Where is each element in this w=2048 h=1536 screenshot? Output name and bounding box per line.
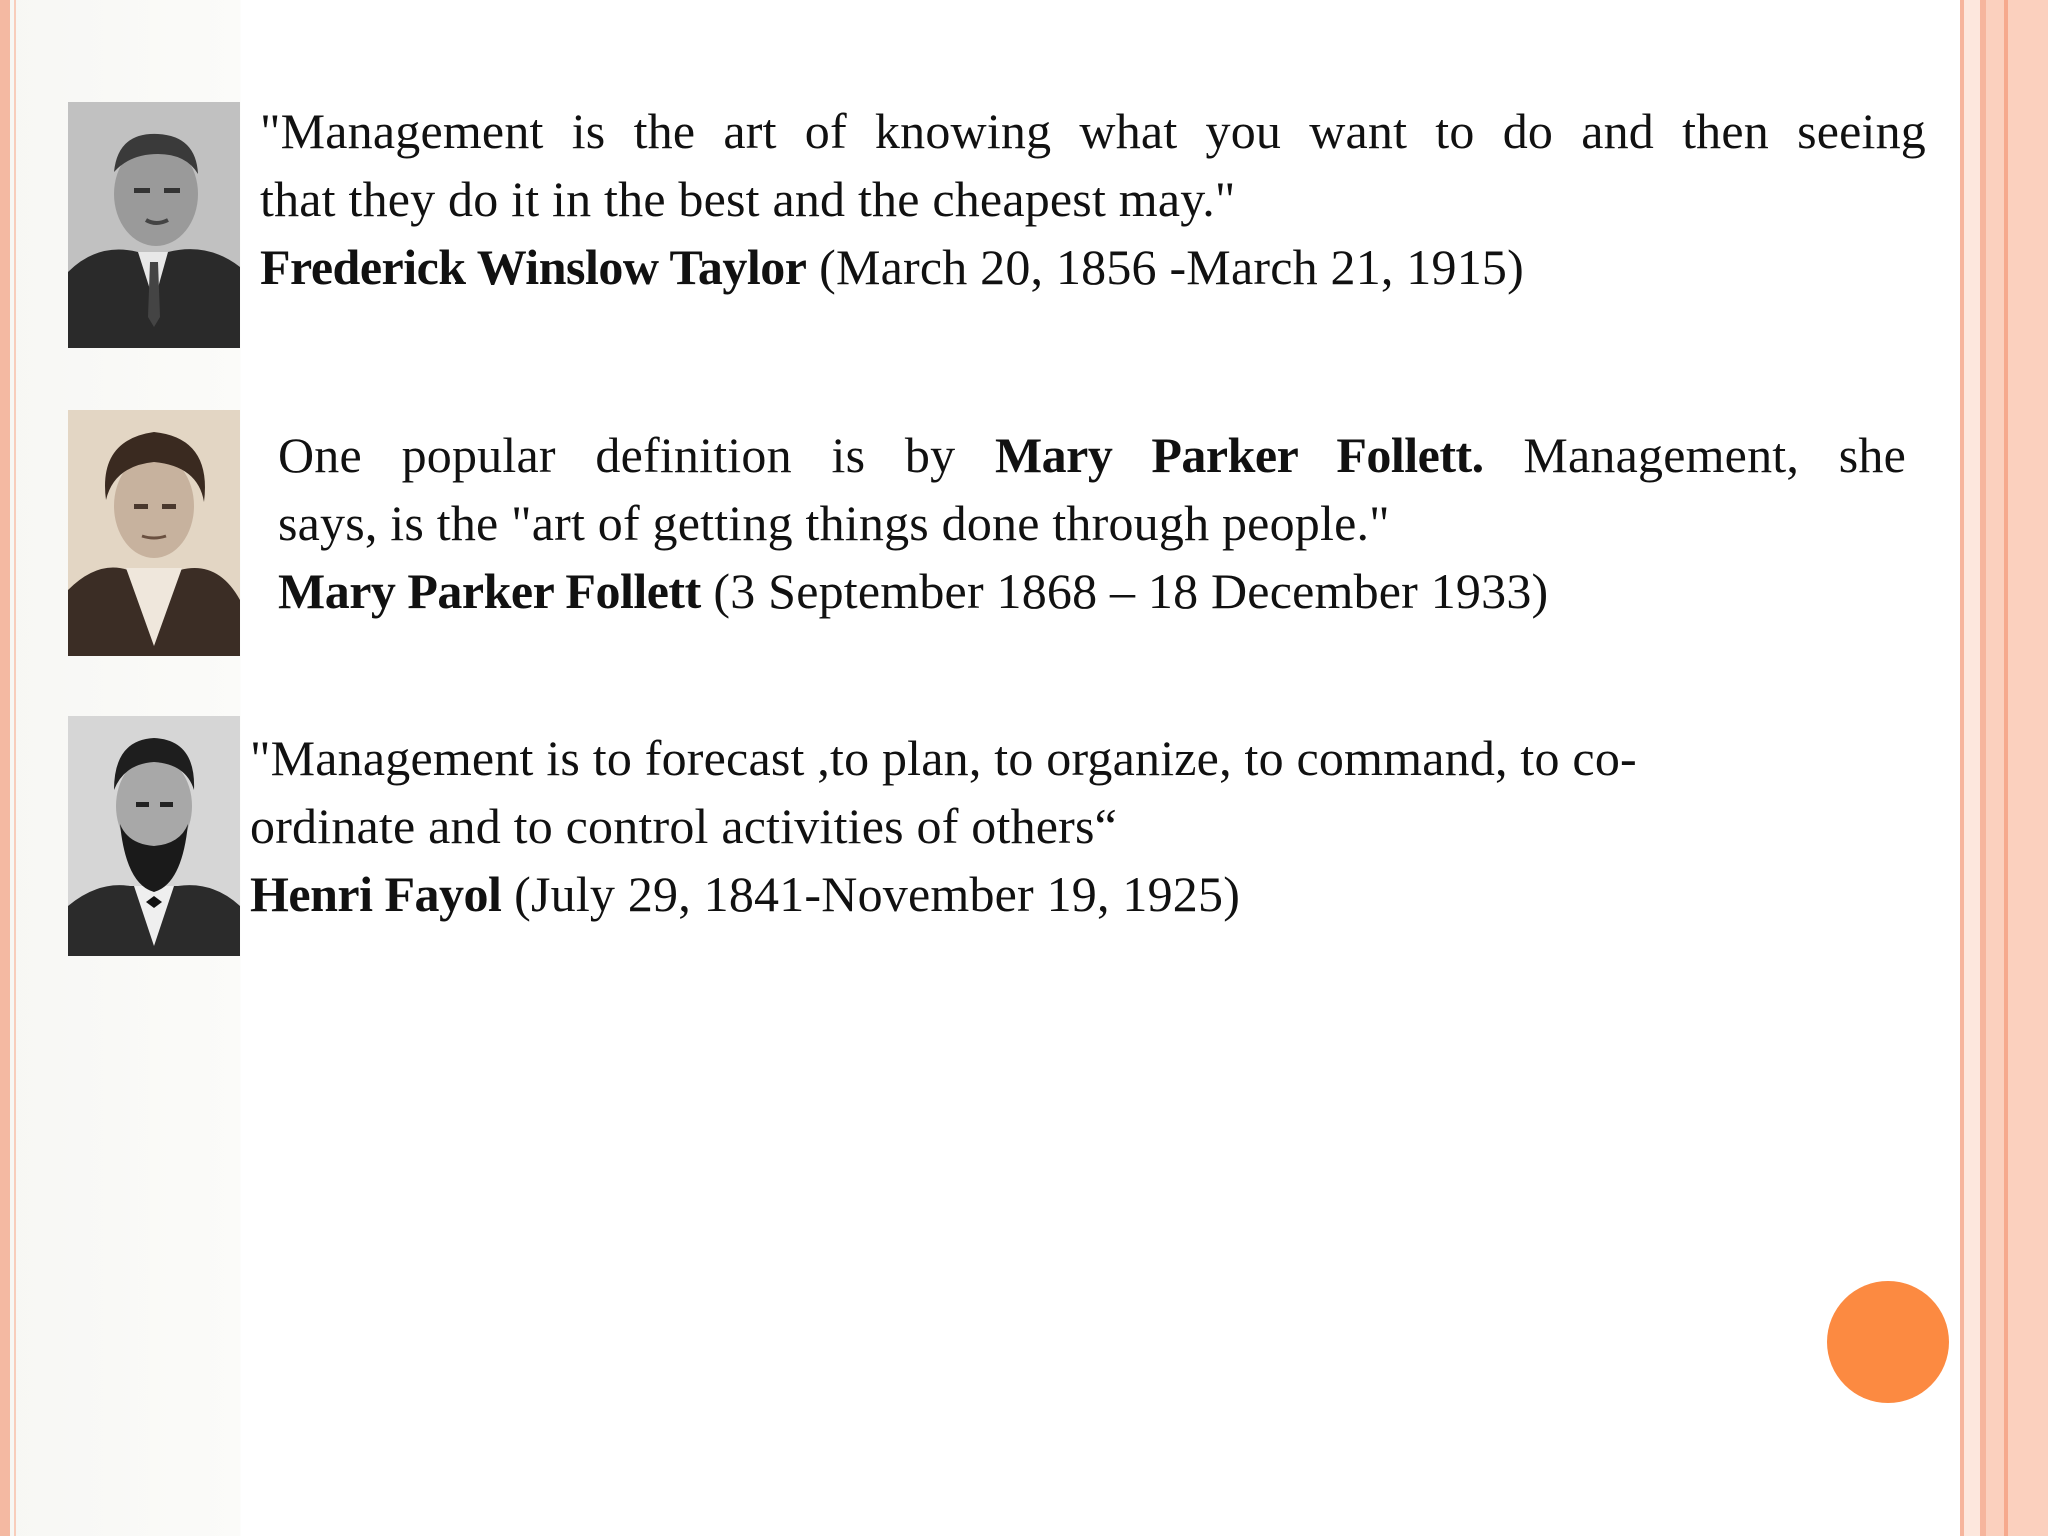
author-name: Henri Fayol <box>250 866 502 922</box>
quote-block-follett <box>278 421 1906 625</box>
right-border-band <box>1964 0 1980 1536</box>
quote-text-line: ordinate and to control activities of others“ <box>250 798 1118 854</box>
portrait-fayol-icon <box>68 716 240 956</box>
quote-text-line: that they do it in the best and the cheapest may." <box>260 171 1236 227</box>
quote-block-fayol <box>250 724 1810 928</box>
intro-author-name: Mary Parker Follett. <box>994 427 1484 483</box>
right-border-band <box>1986 0 2048 1536</box>
author-dates: (3 September 1868 – 18 December 1933) <box>700 563 1549 619</box>
intro-prefix: One popular definition is by <box>278 427 995 483</box>
author-dates: (July 29, 1841-November 19, 1925) <box>501 866 1241 922</box>
decorative-circle-icon <box>1827 1281 1949 1403</box>
left-border-thin-line <box>14 0 16 1536</box>
attribution <box>250 860 1810 928</box>
right-border-band <box>2004 0 2008 1536</box>
attribution <box>260 233 1926 301</box>
quote-block-taylor <box>260 97 1926 301</box>
quote-text-line <box>278 421 1906 489</box>
author-name: Frederick Winslow Taylor <box>260 239 807 295</box>
intro-suffix: Management, she <box>1483 427 1906 483</box>
author-dates: (March 20, 1856 -March 21, 1915) <box>806 239 1524 295</box>
author-name: Mary Parker Follett <box>278 563 701 619</box>
quote-text-line: "Management is the art of knowing what you want to do and then seeing <box>260 103 1926 159</box>
portrait-taylor-icon <box>68 102 240 348</box>
left-border-line <box>0 0 10 1536</box>
portrait-follett-icon <box>68 410 240 656</box>
attribution <box>278 557 1906 625</box>
quote-text-line: "Management is to forecast ,to plan, to organize, to command, to co- <box>250 730 1637 786</box>
quote-text-line: says, is the "art of getting things done through people." <box>278 495 1390 551</box>
